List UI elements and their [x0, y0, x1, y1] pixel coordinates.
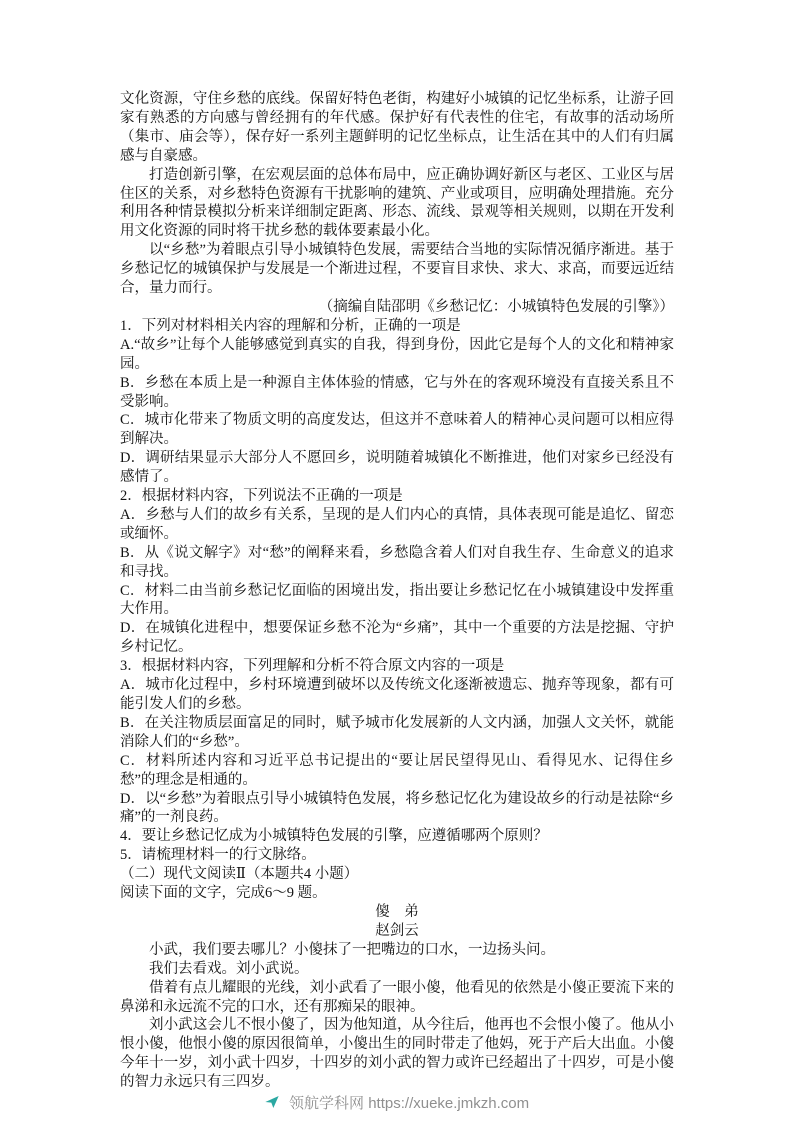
page-content — [120, 90, 674, 1092]
question-5: 5．请梳理材料一的行文脉络。 — [120, 847, 316, 864]
section-heading: （二）现代文阅读Ⅱ（本题共4 小题） — [120, 866, 359, 883]
question-2-option-a: A．乡愁与人们的故乡有关系，呈现的是人们内心的真情，具体表现可能是追忆、留恋或缅怀。 — [120, 506, 674, 542]
question-2-option-b: B．从《说文解字》对“愁”的阐释来看，乡愁隐含着人们对自我生存、生命意义的追求和寻找。 — [120, 544, 674, 580]
question-3-stem: 3．根据材料内容，下列理解和分析不符合原文内容的一项是 — [120, 658, 505, 675]
question-3-option-b: B．在关注物质层面富足的同时，赋予城市化发展新的人文内涵，加强人文关怀，就能消除人们的“乡愁”。 — [120, 714, 674, 750]
story-paragraph: 小武，我们要去哪儿？小傻抹了一把嘴边的口水，一边扬头问。 — [149, 941, 555, 958]
story-paragraph: 我们去看戏。刘小武说。 — [149, 960, 309, 977]
story-author: 赵剑云 — [375, 922, 419, 939]
story-paragraph: 借着有点儿耀眼的光线，刘小武看了一眼小傻，他看见的依然是小傻正要流下来的鼻涕和永远流不完的口水，还有那痴呆的眼神。 — [120, 979, 674, 1015]
body-paragraph: 打造创新引擎，在宏观层面的总体布局中，应正确协调好新区与老区、工业区与居住区的关系，对乡愁特色资源有干扰影响的建筑、产业或项目，应明确处理措施。充分利用各种情景模拟分析来详细制定距离、形态、流线、景观等相关规则，以期在开发利用文化资源的同时将干扰乡愁的载体要素最小化。 — [120, 166, 674, 240]
body-paragraph: 文化资源，守住乡愁的底线。保留好特色老街，构建好小城镇的记忆坐标系，让游子回家有熟悉的方向感与曾经拥有的年代感。保护好有代表性的住宅，有故事的活动场所（集市、庙会等），保存好一系列主题鲜明的记忆坐标点，让生活在其中的人们有归属感与自豪感。 — [120, 91, 674, 164]
question-3-option-c: C．材料所述内容和习近平总书记提出的“要让居民望得见山、看得见水、记得住乡愁”的理念是相通的。 — [120, 752, 674, 788]
story-paragraph: 刘小武这会儿不恨小傻了，因为他知道，从今往后，他再也不会恨小傻了。他从小恨小傻，他恨小傻的原因很简单，小傻出生的同时带走了他妈，死于产后大出血。小傻今年十一岁，刘小武十四岁，十四岁的刘小武的智力或许已经超出了十四岁，可是小傻的智力永远只有三四岁。 — [120, 1017, 674, 1091]
attribution: （摘编自陆邵明《乡愁记忆：小城镇特色发展的引擎》） — [318, 298, 674, 315]
question-1-option-a: A.“故乡”让每个人能够感觉到真实的自我，得到身份，因此它是每个人的文化和精神家园。 — [120, 336, 674, 372]
question-3-option-d: D．以“乡愁”为着眼点引导小城镇特色发展，将乡愁记忆化为建设故乡的行动是祛除“乡痛”的一剂良药。 — [120, 790, 674, 826]
watermark — [0, 1092, 793, 1114]
question-2-stem: 2．根据材料内容，下列说法不正确的一项是 — [120, 488, 403, 505]
question-2-option-c: C．材料二由当前乡愁记忆面临的困境出发，指出要让乡愁记忆在小城镇建设中发挥重大作用。 — [120, 582, 674, 618]
question-1-stem: 1．下列对材料相关内容的理解和分析，正确的一项是 — [120, 317, 461, 334]
body-paragraph: 以“乡愁”为着眼点引导小城镇特色发展，需要结合当地的实际情况循序渐进。基于乡愁记忆的城镇保护与发展是一个渐进过程，不要盲目求快、求大、求高，而要远近结合，量力而行。 — [120, 242, 674, 297]
question-2-option-d: D．在城镇化进程中，想要保证乡愁不沦为“乡痛”，其中一个重要的方法是挖掘、守护乡村记忆。 — [120, 620, 674, 656]
question-1-option-c: C．城市化带来了物质文明的高度发达，但这并不意味着人的精神心灵问题可以相应得到解决。 — [120, 412, 674, 448]
section-instruction: 阅读下面的文字，完成6～9 题。 — [120, 885, 327, 902]
story-title: 傻 弟 — [375, 903, 419, 920]
question-1-option-d: D．调研结果显示大部分人不愿回乡，说明随着城镇化不断推进，他们对家乡已经没有感情了。 — [120, 450, 674, 486]
site-logo-icon — [264, 1094, 280, 1114]
question-1-option-b: B．乡愁在本质上是一种源自主体体验的情感，它与外在的客观环境没有直接关系且不受影响。 — [120, 374, 674, 410]
question-3-option-a: A．城市化过程中，乡村环境遭到破坏以及传统文化逐渐被遗忘、抛弃等现象，都有可能引发人们的乡愁。 — [120, 677, 674, 712]
watermark-text: 领航学科网 https://xueke.jmkzh.com — [289, 1095, 530, 1112]
question-4: 4．要让乡愁记忆成为小城镇特色发展的引擎，应遵循哪两个原则？ — [120, 828, 548, 845]
